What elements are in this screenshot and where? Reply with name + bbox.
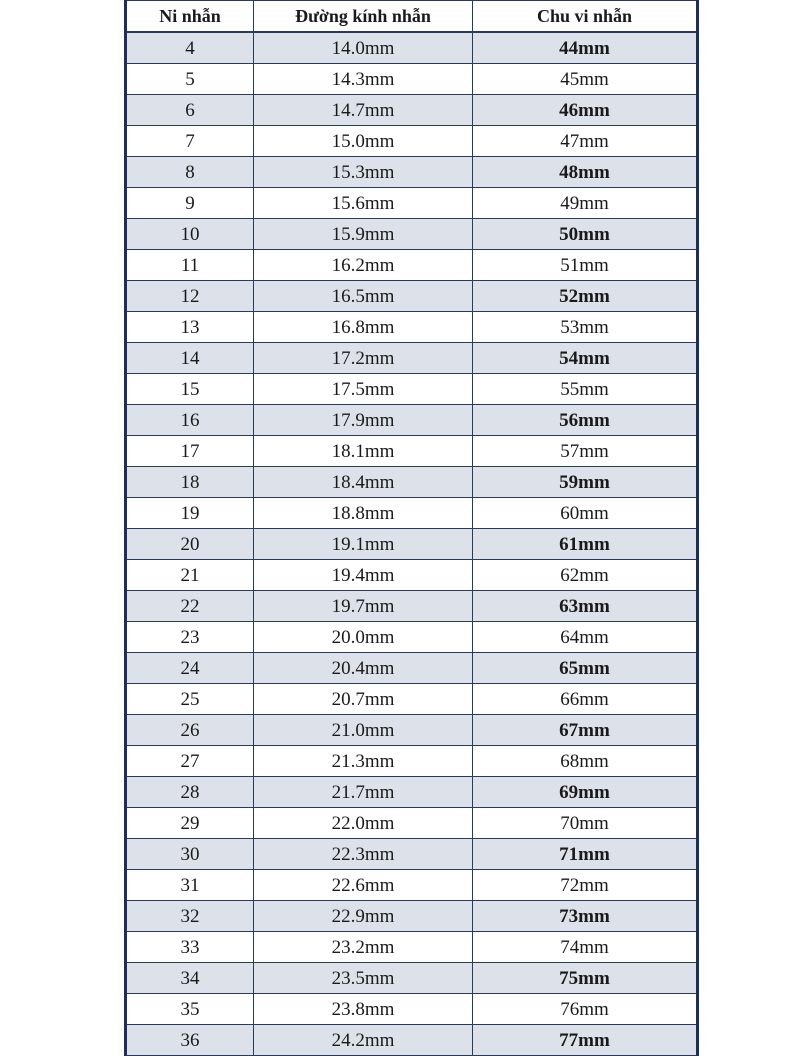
circumference-cell: 59mm [473, 467, 698, 498]
circumference-cell: 57mm [473, 436, 698, 467]
table-row [126, 157, 698, 188]
circumference-cell: 51mm [473, 250, 698, 281]
ring-size-cell: 34 [126, 963, 254, 994]
ring-size-cell: 27 [126, 746, 254, 777]
diameter-cell: 21.7mm [254, 777, 473, 808]
circumference-cell: 52mm [473, 281, 698, 312]
table-row [126, 994, 698, 1025]
table-row [126, 436, 698, 467]
diameter-cell: 16.2mm [254, 250, 473, 281]
table-row [126, 250, 698, 281]
diameter-cell: 22.3mm [254, 839, 473, 870]
table-row [126, 715, 698, 746]
table-row [126, 498, 698, 529]
diameter-cell: 20.7mm [254, 684, 473, 715]
circumference-cell: 48mm [473, 157, 698, 188]
table-row [126, 126, 698, 157]
circumference-cell: 55mm [473, 374, 698, 405]
ring-size-cell: 4 [126, 32, 254, 64]
circumference-cell: 70mm [473, 808, 698, 839]
ring-size-cell: 13 [126, 312, 254, 343]
diameter-cell: 19.1mm [254, 529, 473, 560]
diameter-cell: 21.0mm [254, 715, 473, 746]
table-row [126, 932, 698, 963]
table-row [126, 870, 698, 901]
table-row [126, 653, 698, 684]
diameter-cell: 19.7mm [254, 591, 473, 622]
ring-size-cell: 22 [126, 591, 254, 622]
table-row [126, 1025, 698, 1056]
ring-size-cell: 36 [126, 1025, 254, 1056]
diameter-cell: 20.4mm [254, 653, 473, 684]
ring-size-cell: 5 [126, 64, 254, 95]
diameter-cell: 16.5mm [254, 281, 473, 312]
diameter-cell: 21.3mm [254, 746, 473, 777]
ring-size-cell: 11 [126, 250, 254, 281]
ring-size-cell: 18 [126, 467, 254, 498]
ring-size-cell: 16 [126, 405, 254, 436]
circumference-cell: 61mm [473, 529, 698, 560]
ring-size-cell: 7 [126, 126, 254, 157]
circumference-cell: 69mm [473, 777, 698, 808]
circumference-cell: 62mm [473, 560, 698, 591]
circumference-cell: 50mm [473, 219, 698, 250]
table-row [126, 467, 698, 498]
circumference-cell: 44mm [473, 32, 698, 64]
diameter-cell: 22.9mm [254, 901, 473, 932]
ring-size-cell: 8 [126, 157, 254, 188]
table-row [126, 963, 698, 994]
ring-size-cell: 35 [126, 994, 254, 1025]
diameter-cell: 14.7mm [254, 95, 473, 126]
ring-size-cell: 26 [126, 715, 254, 746]
table-row [126, 591, 698, 622]
table-row [126, 777, 698, 808]
ring-size-cell: 19 [126, 498, 254, 529]
table-row [126, 839, 698, 870]
table-row [126, 808, 698, 839]
ring-size-cell: 9 [126, 188, 254, 219]
ring-size-cell: 30 [126, 839, 254, 870]
header-circumference: Chu vi nhẫn [473, 1, 698, 33]
table-row [126, 374, 698, 405]
diameter-cell: 15.9mm [254, 219, 473, 250]
header-diameter: Đường kính nhẫn [254, 1, 473, 33]
table-row [126, 64, 698, 95]
ring-size-cell: 24 [126, 653, 254, 684]
ring-size-table [124, 0, 699, 1056]
table-row [126, 32, 698, 64]
table-row [126, 746, 698, 777]
circumference-cell: 71mm [473, 839, 698, 870]
circumference-cell: 45mm [473, 64, 698, 95]
table-row [126, 684, 698, 715]
circumference-cell: 49mm [473, 188, 698, 219]
diameter-cell: 15.3mm [254, 157, 473, 188]
circumference-cell: 73mm [473, 901, 698, 932]
table-row [126, 219, 698, 250]
table-row [126, 281, 698, 312]
ring-size-cell: 31 [126, 870, 254, 901]
diameter-cell: 16.8mm [254, 312, 473, 343]
ring-size-cell: 17 [126, 436, 254, 467]
ring-size-cell: 12 [126, 281, 254, 312]
diameter-cell: 18.8mm [254, 498, 473, 529]
ring-size-cell: 10 [126, 219, 254, 250]
ring-size-cell: 14 [126, 343, 254, 374]
diameter-cell: 22.0mm [254, 808, 473, 839]
diameter-cell: 17.5mm [254, 374, 473, 405]
ring-size-cell: 32 [126, 901, 254, 932]
circumference-cell: 67mm [473, 715, 698, 746]
circumference-cell: 54mm [473, 343, 698, 374]
ring-size-cell: 29 [126, 808, 254, 839]
circumference-cell: 66mm [473, 684, 698, 715]
diameter-cell: 14.3mm [254, 64, 473, 95]
diameter-cell: 15.0mm [254, 126, 473, 157]
circumference-cell: 46mm [473, 95, 698, 126]
ring-size-cell: 33 [126, 932, 254, 963]
circumference-cell: 74mm [473, 932, 698, 963]
diameter-cell: 18.1mm [254, 436, 473, 467]
header-ring-size: Ni nhẫn [126, 1, 254, 33]
table-row [126, 343, 698, 374]
circumference-cell: 75mm [473, 963, 698, 994]
ring-size-cell: 23 [126, 622, 254, 653]
table-row [126, 560, 698, 591]
ring-size-cell: 6 [126, 95, 254, 126]
diameter-cell: 17.2mm [254, 343, 473, 374]
circumference-cell: 76mm [473, 994, 698, 1025]
circumference-cell: 72mm [473, 870, 698, 901]
diameter-cell: 23.5mm [254, 963, 473, 994]
circumference-cell: 63mm [473, 591, 698, 622]
diameter-cell: 14.0mm [254, 32, 473, 64]
circumference-cell: 65mm [473, 653, 698, 684]
circumference-cell: 60mm [473, 498, 698, 529]
diameter-cell: 20.0mm [254, 622, 473, 653]
table-row [126, 901, 698, 932]
circumference-cell: 77mm [473, 1025, 698, 1056]
diameter-cell: 19.4mm [254, 560, 473, 591]
table-row [126, 622, 698, 653]
table-row [126, 529, 698, 560]
circumference-cell: 53mm [473, 312, 698, 343]
header-row [126, 1, 698, 33]
ring-size-cell: 28 [126, 777, 254, 808]
table-row [126, 95, 698, 126]
diameter-cell: 18.4mm [254, 467, 473, 498]
diameter-cell: 22.6mm [254, 870, 473, 901]
circumference-cell: 56mm [473, 405, 698, 436]
ring-size-cell: 15 [126, 374, 254, 405]
diameter-cell: 17.9mm [254, 405, 473, 436]
circumference-cell: 47mm [473, 126, 698, 157]
table-row [126, 188, 698, 219]
diameter-cell: 23.2mm [254, 932, 473, 963]
ring-size-cell: 25 [126, 684, 254, 715]
diameter-cell: 24.2mm [254, 1025, 473, 1056]
table-body [126, 32, 698, 1056]
circumference-cell: 68mm [473, 746, 698, 777]
table-row [126, 405, 698, 436]
ring-size-cell: 20 [126, 529, 254, 560]
ring-size-cell: 21 [126, 560, 254, 591]
circumference-cell: 64mm [473, 622, 698, 653]
table-row [126, 312, 698, 343]
diameter-cell: 15.6mm [254, 188, 473, 219]
diameter-cell: 23.8mm [254, 994, 473, 1025]
